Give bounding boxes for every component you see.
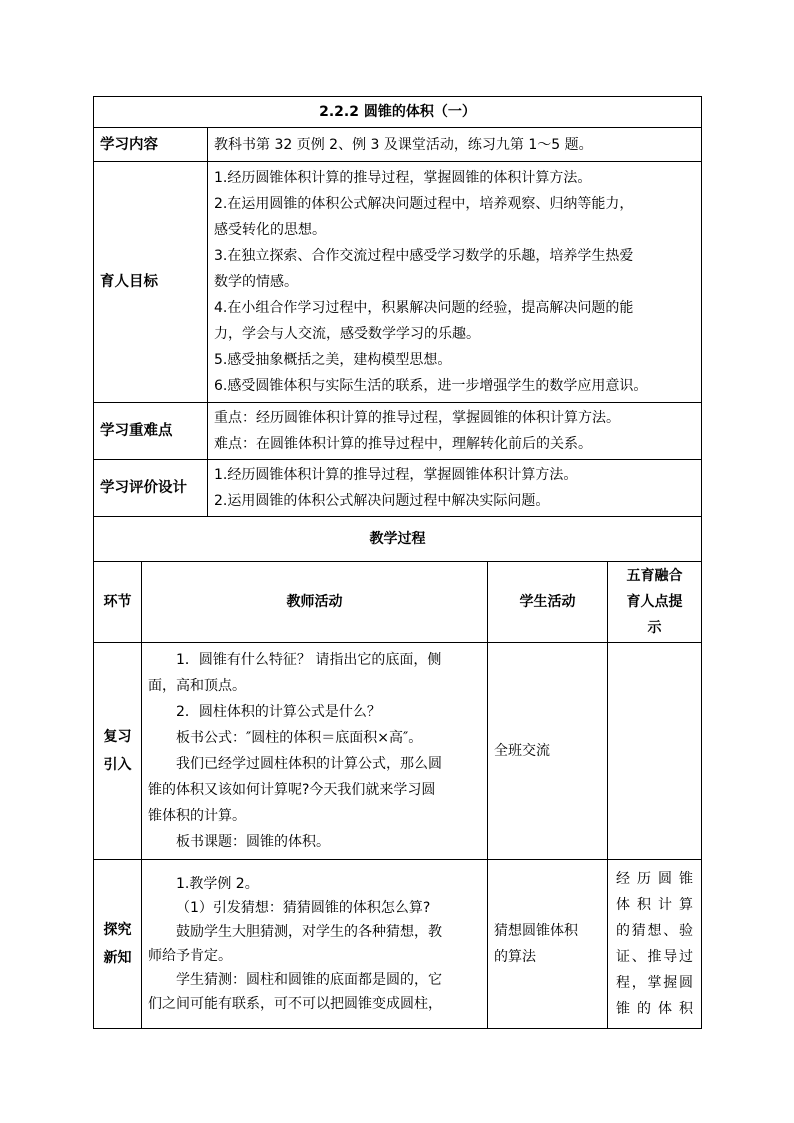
review-teacher-line: 锥的体积又该如何计算呢?今天我们就来学习圆: [148, 782, 436, 798]
review-teacher-line: 1．圆锥有什么特征？ 请指出它的底面，侧: [176, 652, 442, 668]
review-teacher-line: 面，高和顶点。: [148, 678, 246, 694]
header-fuse-line: 示: [647, 620, 662, 636]
review-teacher-line: 锥体积的计算。: [148, 808, 246, 824]
lesson-plan-page: [93, 96, 701, 1029]
key-points-row: [94, 403, 702, 460]
evaluation-line: 2.运用圆锥的体积公式解决问题过程中解决实际问题。: [214, 493, 550, 509]
goal-line: 3.在独立探索、合作交流过程中感受学习数学的乐趣，培养学生热爱: [214, 248, 634, 264]
review-fuse-cell: [608, 643, 702, 860]
explore-teacher-line: 学生猜测：圆柱和圆锥的底面都是圆的，它: [176, 972, 442, 988]
lesson-plan-table: [93, 96, 702, 1029]
goal-line: 感受转化的思想。: [214, 222, 326, 238]
process-title: 教学过程: [94, 517, 702, 562]
explore-teacher-activity: [142, 860, 488, 1029]
explore-student-activity: [488, 860, 608, 1029]
goal-line: 5.感受抽象概括之美，建构模型思想。: [214, 352, 452, 368]
evaluation-row: [94, 460, 702, 517]
review-stage-line: 复习: [103, 729, 132, 745]
review-teacher-line: 2．圆柱体积的计算公式是什么？: [176, 704, 381, 720]
evaluation-label: 学习评价设计: [94, 460, 208, 517]
header-fuse: [608, 562, 702, 643]
review-teacher-line: 我们已经学过圆柱体积的计算公式，那么圆: [176, 756, 442, 772]
goals-text: [208, 162, 702, 403]
explore-stage-line: 新知: [103, 950, 132, 966]
explore-stage-line: 探究: [103, 922, 132, 938]
header-row: [94, 562, 702, 643]
header-fuse-line: 五育融合: [626, 568, 683, 584]
explore-fuse-cell: [608, 860, 702, 1029]
header-student: 学生活动: [488, 562, 608, 643]
learning-content-row: [94, 128, 702, 162]
title-row: [94, 97, 702, 128]
key-points-label: 学习重难点: [94, 403, 208, 460]
header-fuse-line: 育人点提: [626, 594, 683, 610]
explore-teacher-line: （1）引发猜想：猜猜圆锥的体积怎么算?: [176, 900, 431, 916]
goal-line: 力，学会与人交流，感受数学学习的乐趣。: [214, 326, 480, 342]
learning-content-text: 教科书第 32 页例 2、例 3 及课堂活动，练习九第 1～5 题。: [208, 128, 702, 162]
review-stage-line: 引入: [103, 757, 132, 773]
key-point-line: 重点：经历圆锥体积计算的推导过程，掌握圆锥的体积计算方法。: [214, 410, 620, 426]
goals-label: 育人目标: [94, 162, 208, 403]
explore-stage: [94, 860, 142, 1029]
goals-row: [94, 162, 702, 403]
evaluation-line: 1.经历圆锥体积计算的推导过程，掌握圆锥体积计算方法。: [214, 467, 578, 483]
explore-row: [94, 860, 702, 1029]
explore-teacher-line: 们之间可能有联系，可不可以把圆锥变成圆柱，: [148, 996, 442, 1012]
header-stage: 环节: [94, 562, 142, 643]
explore-teacher-line: 鼓励学生大胆猜测，对学生的各种猜想，教: [176, 924, 442, 940]
key-points-text: [208, 403, 702, 460]
learning-content-label: 学习内容: [94, 128, 208, 162]
explore-fuse-line: 锥的体积: [616, 1001, 693, 1017]
explore-fuse-line: 经历圆锥: [616, 871, 693, 887]
explore-fuse-line: 的猜想、验: [616, 923, 693, 939]
goal-line: 6.感受圆锥体积与实际生活的联系，进一步增强学生的数学应用意识。: [214, 378, 648, 394]
explore-fuse-line: 程，掌握圆: [616, 975, 693, 991]
explore-student-line: 的算法: [494, 949, 536, 965]
review-student-activity: 全班交流: [488, 643, 608, 860]
explore-teacher-line: 1.教学例 2。: [176, 876, 259, 892]
lesson-title: 2.2.2 圆锥的体积（一）: [94, 97, 702, 128]
difficult-point-line: 难点：在圆锥体积计算的推导过程中，理解转化前后的关系。: [214, 436, 592, 452]
process-title-row: [94, 517, 702, 562]
review-row: [94, 643, 702, 860]
explore-student-line: 猜想圆锥体积: [494, 923, 578, 939]
header-teacher: 教师活动: [142, 562, 488, 643]
review-teacher-activity: [142, 643, 488, 860]
goal-line: 1.经历圆锥体积计算的推导过程，掌握圆锥的体积计算方法。: [214, 170, 592, 186]
evaluation-text: [208, 460, 702, 517]
explore-fuse-line: 体积计算: [616, 897, 693, 913]
review-teacher-line: 板书课题：圆锥的体积。: [176, 834, 330, 850]
review-teacher-line: 板书公式：″圆柱的体积＝底面积×高″。: [176, 730, 423, 746]
explore-fuse-line: 证、推导过: [616, 949, 693, 965]
goal-line: 数学的情感。: [214, 274, 298, 290]
explore-teacher-line: 师给予肯定。: [148, 948, 232, 964]
goal-line: 4.在小组合作学习过程中，积累解决问题的经验，提高解决问题的能: [214, 300, 634, 316]
review-stage: [94, 643, 142, 860]
goal-line: 2.在运用圆锥的体积公式解决问题过程中，培养观察、归纳等能力，: [214, 196, 634, 212]
